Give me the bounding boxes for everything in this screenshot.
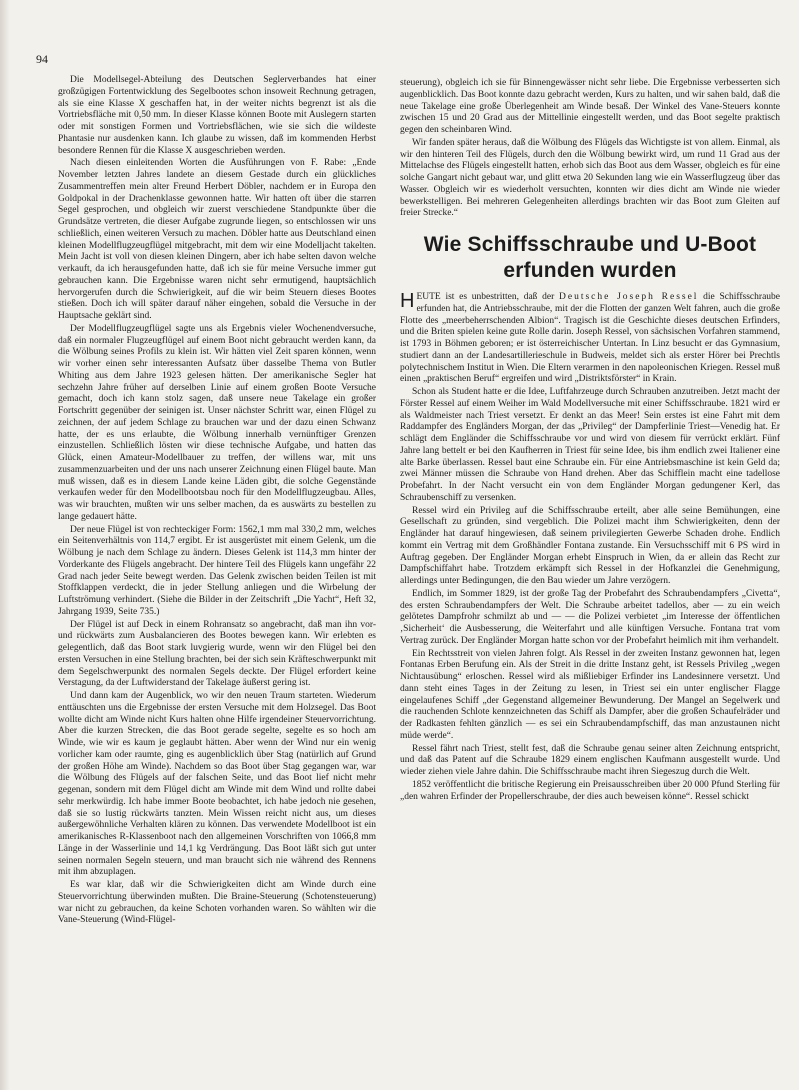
lead-text-start: EUTE ist es unbestritten, daß der bbox=[416, 292, 559, 302]
right-column bbox=[400, 78, 780, 804]
paragraph: Der Flügel ist auf Deck in einem Rohransatz so angebracht, daß man ihn vor- und rückwärts zum Ausbalancieren des Bootes bewegen kann. Wir erlebten es gelegentlich, daß das Boot stark luvgierig wurde, wenn wir den Flügel bei den ersten Versuchen in eine Stellung brachten, bei der sich sein Kräfteschwerpunkt mit dem Segelschwerpunkt des normalen Segels deckte. Der Flügel erfordert keine Verstagung, da der Luftwiderstand der Takelage äußerst gering ist. bbox=[58, 619, 376, 689]
paragraph: Wir fanden später heraus, daß die Wölbung des Flügels das Wichtigste ist von allem. Einmal, als wir den hinteren Teil des Flügels, durch den die Wölbung bewirkt wird, um rund 11 Grad aus der Mittelachse des Flügels eingestellt hatten, erhob sich das Boot aus dem Wasser, obgleich es für eine solche Gangart nicht gebaut war, und glitt etwa 20 Sekunden lang wie ein Wasserflugzeug über das Wasser. Obgleich wir es wiederholt versuchten, konnten wir dies dicht am Winde nie wieder bewerkstelligen. Bei mehreren Gelegenheiten allerdings brachten wir das Boot zum Gleiten auf freier Strecke.“ bbox=[400, 137, 780, 219]
paragraph: Endlich, im Sommer 1829, ist der große Tag der Probefahrt des Schraubendampfers „Civetta“, des ersten Schraubendampfers der Welt. Die Schraube arbeitet tadellos, aber — zu ein weich gelötetes Dampfrohr schmilzt ab und — — die Polizei verbietet „im Interesse der öffentlichen ‚Sicherheit‘ die Ausbesserung, die Weiterfahrt und alle künftigen Versuche. Fontana trat vom Vertrag zurück. Der Engländer Morgan hatte schon vor der Probefahrt heimlich mit ihm verhandelt. bbox=[400, 588, 780, 646]
page-edge-shadow bbox=[0, 0, 10, 1090]
paragraph: Nach diesen einleitenden Worten die Ausführungen von F. Rabe: „Ende November letzten Jahres landete an diesem Gestade durch ein glückliches Zusammentreffen mein alter Freund Herbert Döbler, nachdem er in Europa den Goldpokal in der Drachenklasse gewonnen hatte. Wir hatten oft über die starren Segel gesprochen, und obgleich wir zuerst verschiedene Standpunkte über die Grundsätze vertreten, die dieser Aufgabe zugrunde liegen, so entschlossen wir uns schließlich, einen weiteren Versuch zu machen. Döbler hatte aus Deutschland einen kleinen Modellflugzeugflügel mitgebracht, mit dem wir eine Modelljacht takelten. Mein Jacht ist voll von diesen kleinen Dingern, aber ich habe selten davon welche verkauft, da ich herausgefunden hatte, daß ich sie für meine Versuche immer gut gebrauchen kann. Die Ergebnisse waren nicht sehr ermutigend, hauptsächlich hervorgerufen durch die Schwierigkeit, auf die wir beim Steuern dieses Bootes stießen. Doch ich will später darauf näher eingehen, sobald die Versuche in der Hauptsache geklärt sind. bbox=[58, 158, 376, 321]
lead-text-rest: die Schiffsschraube erfunden hat, die Antriebsschraube, mit der die Flotten der ganzen Welt fahren, auch die große Flotte des „meerbeherrschenden Albion“. Tragisch ist die Geschichte dieses deutschen Erfinders, und die Briten spielen keine gute Rolle darin. Joseph Ressel, von sächsischen Vorfahren stammend, ist 1793 in Böhmen geboren; er ist österreichischer Untertan. In Linz besucht er das Gymnasium, studiert dann an der Landesartillerieschule in Budweis, meldet sich als erster Hörer bei Prechtls polytechnischem Institut in Wien. Die Eltern verarmen in den napoleonischen Kriegen. Ressel muß einen „praktischen Beruf“ ergreifen und wird „Distriktsförster“ in Krain. bbox=[400, 292, 780, 385]
paragraph: steuerung), obgleich ich sie für Binnengewässer nicht sehr liebe. Die Ergebnisse verbesserten sich augenblicklich. Das Boot konnte dazu gebracht werden, Kurs zu halten, und wir sahen bald, daß die neue Takelage eine große Überlegenheit am Winde besaß. Der Winkel des Vane-Steuers konnte zwischen 15 und 20 Grad aus der Mittellinie eingestellt werden, und das Boot segelte praktisch gegen den scheinbaren Wind. bbox=[400, 78, 780, 135]
paragraph: Der Modellflugzeugflügel sagte uns als Ergebnis vieler Wochenendversuche, daß ein normaler Flugzeugflügel auf einem Boot nicht gebraucht werden kann, da die Wölbung seines Profils zu klein ist. Wir hätten viel Zeit sparen können, wenn wir vorher einen sehr interessanten Aufsatz über dasselbe Thema von Butler Whiting aus dem Jahre 1923 gelesen hätten. Der amerikanische Segler hat sechzehn Jahre früher auf derselben Linie auf einem großen Boote Versuche gemacht, doch ich kann stolz sagen, daß unsere neue Takelage ein großer Fortschritt gegenüber der seinigen ist. Unser nächster Schritt war, einen Flügel zu zeichnen, der auf jedem Schlage zu brauchen war und der dazu einen Schwanz hatte, der es uns erlaubte, die Wölbung innerhalb vernünftiger Grenzen einzustellen. Schließlich lösten wir diese technische Aufgabe, und hatten das Glück, einen Amateur-Modellbauer zu treffen, der willens war, mit uns zusammenzuarbeiten und der uns nach unserer Zeichnung einen Flügel baute. Man muß wissen, daß es in diesem Lande keine Läden gibt, die solche Gegenstände verkaufen weder für den Modellbootsbau noch für den Modellflugzeugbau. Alles, was wir brauchten, mußten wir uns selber machen, da es auswärts zu bestellen zu lange gedauert hätte. bbox=[58, 323, 376, 522]
paragraph: Es war klar, daß wir die Schwierigkeiten dicht am Winde durch eine Steuervorrichtung überwinden mußten. Die Braine-Steuerung (Schotensteuerung) war nicht zu gebrauchen, da keine Schoten vorhanden waren. So wählten wir die Vane-Steuerung (Wind-Flügel- bbox=[58, 880, 376, 926]
left-column bbox=[58, 75, 376, 928]
article-headline: Wie Schiffsschraube und U-Boot erfunden wurden bbox=[423, 233, 757, 282]
paragraph: Schon als Student hatte er die Idee, Luftfahrzeuge durch Schrauben anzutreiben. Jetzt macht der Förster Ressel auf einem Weiher im Wald Modellversuche mit einer Schiffsschraube. 1821 wird er als Waldmeister nach Triest versetzt. Er denkt an das Meer! Sein erstes ist eine Fahrt mit dem Raddampfer des Engländers Morgan, der das „Privileg“ der Dampferlinie Triest—Venedig hat. Er schlägt dem Engländer die Schiffsschraube vor und wird von diesem für verrückt erklärt. Fünf Jahre lang bettelt er bei den Kaufherren in Triest für seine Idee, bis ihm endlich zwei Italiener eine alte Barke überlassen. Ressel baut eine Schraube ein. Für eine Antriebsmaschine ist kein Geld da; zwei Männer müssen die Schraube von Hand drehen. Aber das Schifflein macht eine tadellose Probefahrt. In der Nacht versucht ein von dem Engländer Morgan gedungener Kerl, das Schraubenschiff zu versenken. bbox=[400, 387, 780, 503]
paragraph: Und dann kam der Augenblick, wo wir den neuen Traum starteten. Wiederum enttäuschten uns die Ergebnisse der ersten Versuche mit dem Holzsegel. Das Boot wollte dicht am Winde nicht Kurs halten ohne Hilfe irgendeiner Steuervorrichtung. Aber die kurzen Strecken, die das Boot gerade segelte, segelte es so hoch am Winde, wie wir es kaum je geglaubt hätten. Aber wenn der Wind nur ein wenig vorlicher kam oder raumte, ging es augenblicklich über Stag (natürlich auf Grund der großen Höhe am Winde). Nachdem so das Boot über Stag gegangen war, war die Wölbung des Flügels auf der falschen Seite, und das Boot lief nicht mehr gegenan, sondern mit dem Flügel dicht am Winde mit dem Wind und rollte dabei sehr merkwürdig. Ich habe immer Boote beobachtet, ich habe jedoch nie gesehen, daß sie so lustig rückwärts tanzten. Mein Wissen reicht nicht aus, um dieses außergewöhnliche Verhalten klären zu können. Das verwendete Modellboot ist ein amerikanisches R-Klassenboot nach den allgemeinen Vorschriften von 1066,8 mm Länge in der Wasserlinie und 14,1 kg Verdrängung. Das Boot läßt sich gut unter seinen normalen Segeln steuern, und man braucht sich nie während des Rennens mit ihm abzuplagen. bbox=[58, 691, 376, 878]
lead-paragraph bbox=[400, 292, 780, 386]
lead-spaced-name: Deutsche Joseph Ressel bbox=[559, 292, 699, 302]
paragraph: Der neue Flügel ist von rechteckiger Form: 1562,1 mm mal 330,2 mm, welches ein Seitenverhältnis von 114,7 ergibt. Er ist ausgerüstet mit einem Gelenk, um die Wölbung je nach dem Schlage zu ändern. Dieses Gelenk ist 114,3 mm hinter der Vorderkante des Flügels angebracht. Der hintere Teil des Flügels kann ungefähr 22 Grad nach jeder Seite bewegt werden. Das Gelenk zwischen beiden Teilen ist mit Stoffklappen verdeckt, die in jeder Stellung anliegen und die Wirbelung der Luftströmung verhindert. (Siehe die Bilder in der Zeitschrift „Die Yacht“, Heft 32, Jahrgang 1939, Seite 735.) bbox=[58, 524, 376, 617]
paragraph: Die Modellsegel-Abteilung des Deutschen Seglerverbandes hat einer großzügigen Fortentwicklung des Segelbootes schon insoweit Rechnung getragen, als sie eine Klasse X geschaffen hat, in der weiter nichts begrenzt ist als die Vortriebsfläche mit 0,50 mm. In dieser Klasse können Boote mit Auslegern starten oder mit sonstigen Formen und Vortriebsflächen, wie sie sich die wildeste Phantasie nur ausdenken kann. Ich glaube zu wissen, daß im kommenden Herbst besondere Rennen für die Klasse X ausgeschrieben werden. bbox=[58, 75, 376, 156]
paragraph: Ressel wird ein Privileg auf die Schiffsschraube erteilt, aber alle seine Bemühungen, eine Gesellschaft zu gründen, sind vergeblich. Die Polizei macht ihm Schwierigkeiten, denn der Engländer hat darauf hingewiesen, daß seinem privilegierten Gewerbe Schaden drohe. Endlich kommt ein Vertrag mit dem Großhändler Fontana zustande. Ein Versuchsschiff mit 6 PS wird in Auftrag gegeben. Der Engländer Morgan erhebt Einspruch in Wien, da er allein das Recht zur Dampfschiffahrt habe. Trotzdem erkämpft sich Ressel in der Hofkanzlei die Genehmigung, allerdings unter Bedingungen, die den Bau wieder um Jahre verzögern. bbox=[400, 505, 780, 586]
paragraph: Ein Rechtsstreit von vielen Jahren folgt. Als Ressel in der zweiten Instanz gewonnen hat, legen Fontanas Erben Berufung ein. Als der Streit in die dritte Instanz geht, ist Ressels Privileg „wegen Nichtausübung“ erloschen. Ressel wird als mißliebiger Erfinder ins Landesinnere versetzt. Und dann steht eines Tages in der Zeitung zu lesen, in Triest sei ein unter englischer Flagge eingelaufenes Schiff „der Gegenstand allgemeiner Bewunderung. Der Mangel an Segelwerk und die rauchenden Schlote kennzeichneten das Schiff als Dampfer, aber die großen Schaufelräder und der Radkasten fehlten gänzlich — es sei ein Schraubendampfschiff, das man anzustaunen nicht müde werde“. bbox=[400, 648, 780, 741]
paragraph: Ressel fährt nach Triest, stellt fest, daß die Schraube genau seiner alten Zeichnung entspricht, und daß das Patent auf die Schraube 1829 einem englischen Kaufmann ausgestellt wurde. Und wieder ziehen viele Jahre dahin. Die Schiffsschraube macht ihren Siegeszug durch die Welt. bbox=[400, 743, 780, 777]
page-number: 94 bbox=[36, 52, 48, 66]
dropcap: H bbox=[400, 290, 415, 312]
paragraph: 1852 veröffentlicht die britische Regierung ein Preisausschreiben über 20 000 Pfund Sterling für „den wahren Erfinder der Propellerschraube, der dies auch beweisen könne“. Ressel schickt bbox=[400, 779, 780, 802]
